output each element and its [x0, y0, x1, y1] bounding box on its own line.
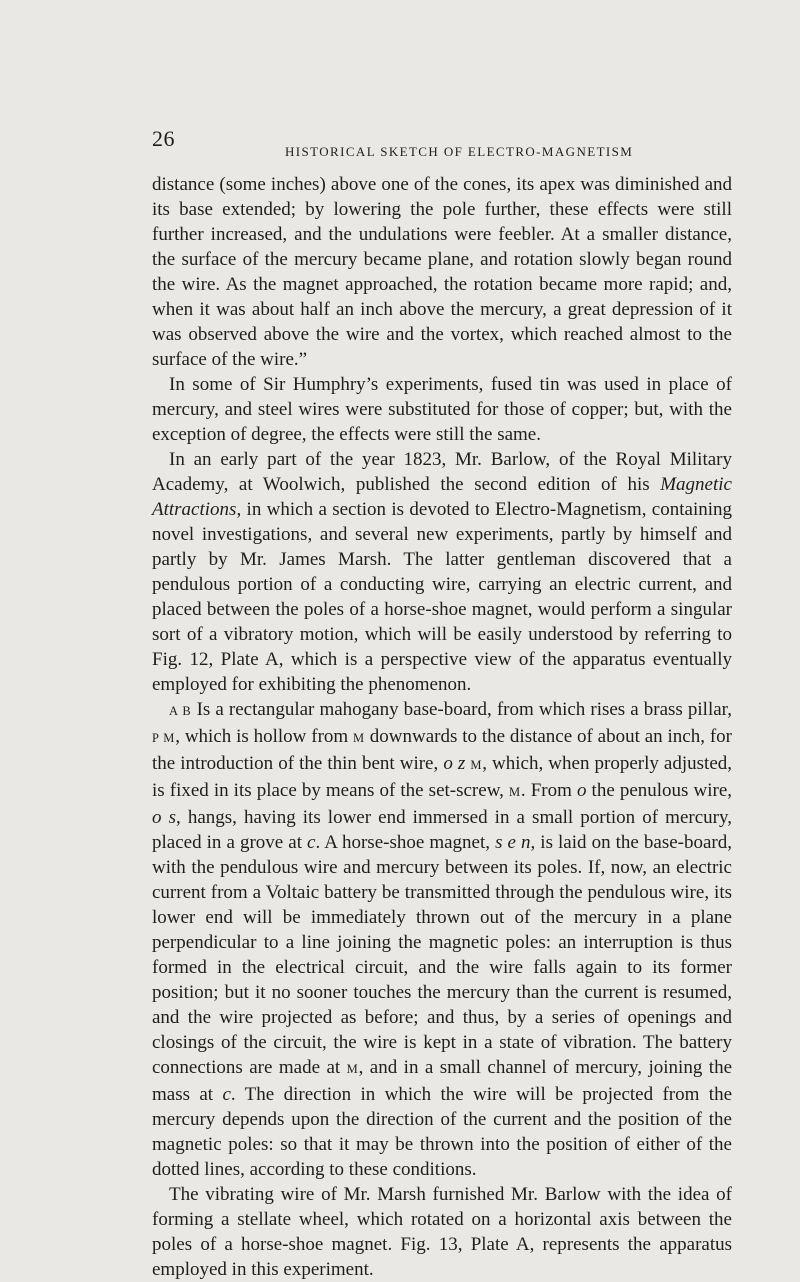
paragraph-4-text: . The direction in which the wire will be projected from the mercury depends upon the direction of the current and the position of the magnetic poles: so that it may be thrown into the position of either of the dotted lines, according to these conditions.: [152, 1084, 732, 1180]
running-head: HISTORICAL SKETCH OF ELECTRO-MAGNETISM: [285, 144, 634, 159]
body-text: [152, 172, 732, 1282]
paragraph-4: [152, 697, 732, 1182]
paragraph-5: The vibrating wire of Mr. Marsh furnished Mr. Barlow with the idea of forming a stellate wheel, which rotated on a horizontal axis between the poles of a horse-shoe magnet. Fig. 13, Plate A, represents the apparatus employed in this experiment.: [152, 1184, 732, 1280]
label-m: M: [470, 758, 483, 772]
book-title: Magnetic Attractions: [152, 474, 732, 520]
label-sen: s e n: [495, 832, 531, 853]
paragraph-4-text: , which is hollow from: [175, 726, 354, 747]
label-pm: P M: [152, 731, 176, 745]
label-m: M: [353, 731, 365, 745]
label-m: M: [509, 785, 521, 799]
label-o: o: [576, 780, 587, 801]
paragraph-4-text: , and in a small channel of mercury, joining the mass at: [152, 1057, 733, 1105]
paragraph-4-text: downwards to the distance of about an inch, for the introduction of the thin bent wire,: [152, 726, 732, 774]
paragraph-4-text: , hangs, having its lower end immersed in a small portion of mercury, placed in a grove at: [152, 807, 732, 853]
label-c: c: [222, 1084, 231, 1105]
paragraph-4-text: . A horse-shoe magnet,: [315, 832, 496, 853]
paragraph-1: distance (some inches) above one of the cones, its apex was diminished and its base extended; by lowering the pole further, these effects were still further increased, and the undulations were feebler. At a smaller distance, the surface of the mercury became plane, and rotation slowly began round the wire. As the magnet approached, the rotation became more rapid; and, when it was about half an inch above the mercury, a great depression of it was observed above the wire and the vortex, which reached almost to the surface of the wire.”: [152, 174, 732, 370]
paragraph-4-text: the penulous wire,: [586, 780, 733, 801]
label-m: M: [346, 1062, 359, 1076]
paragraph-4-text: , which, when properly adjusted, is fixed in its place by means of the set-screw,: [152, 753, 732, 801]
page-header: [152, 116, 732, 159]
paragraph-3-text: In an early part of the year 1823, Mr. Barlow, of the Royal Military Academy, at Woolwich, published the second edition of his: [152, 449, 732, 495]
paragraph-2: In some of Sir Humphry’s experiments, fused tin was used in place of mercury, and steel wires were substituted for those of copper; but, with the exception of degree, the effects were still the same.: [152, 374, 732, 445]
label-ab: A B: [169, 704, 192, 718]
paragraph-4-text: Is a rectangular mahogany base-board, from which rises a brass pillar,: [191, 699, 732, 720]
label-oz: o z: [443, 753, 466, 774]
paragraph-3: [152, 447, 732, 697]
paragraph-4-text: , is laid on the base-board, with the pendulous wire and mercury between its poles. If, now, an electric current from a Voltaic battery be transmitted through the pendulous wire, its lower end will be immediately thrown out of the mercury in a plane perpendicular to a line joining the magnetic poles: an interruption is thus formed in the electrical circuit, and the wire falls again to its former position; but it no sooner touches the mercury than the current is resumed, and the wire projected as before; and thus, by a series of openings and closings of the circuit, the wire is kept in a state of vibration. The battery connections are made at: [152, 832, 732, 1078]
paragraph-3-text-cont: , in which a section is devoted to Electro-Magnetism, containing novel investigations, and several new experiments, partly by himself and partly by Mr. James Marsh. The latter gentleman discovered that a pendulous portion of a conducting wire, carrying an electric current, and placed between the poles of a horse-shoe magnet, would perform a singular sort of a vibratory motion, which will be easily understood by referring to Fig. 12, Plate A, which is a perspective view of the apparatus eventually employed for exhibiting the phenomenon.: [152, 499, 732, 695]
page-number: 26: [152, 126, 175, 151]
label-c: c: [307, 832, 316, 853]
paragraph-4-text: . From: [520, 780, 577, 801]
label-os: o s: [152, 807, 176, 828]
